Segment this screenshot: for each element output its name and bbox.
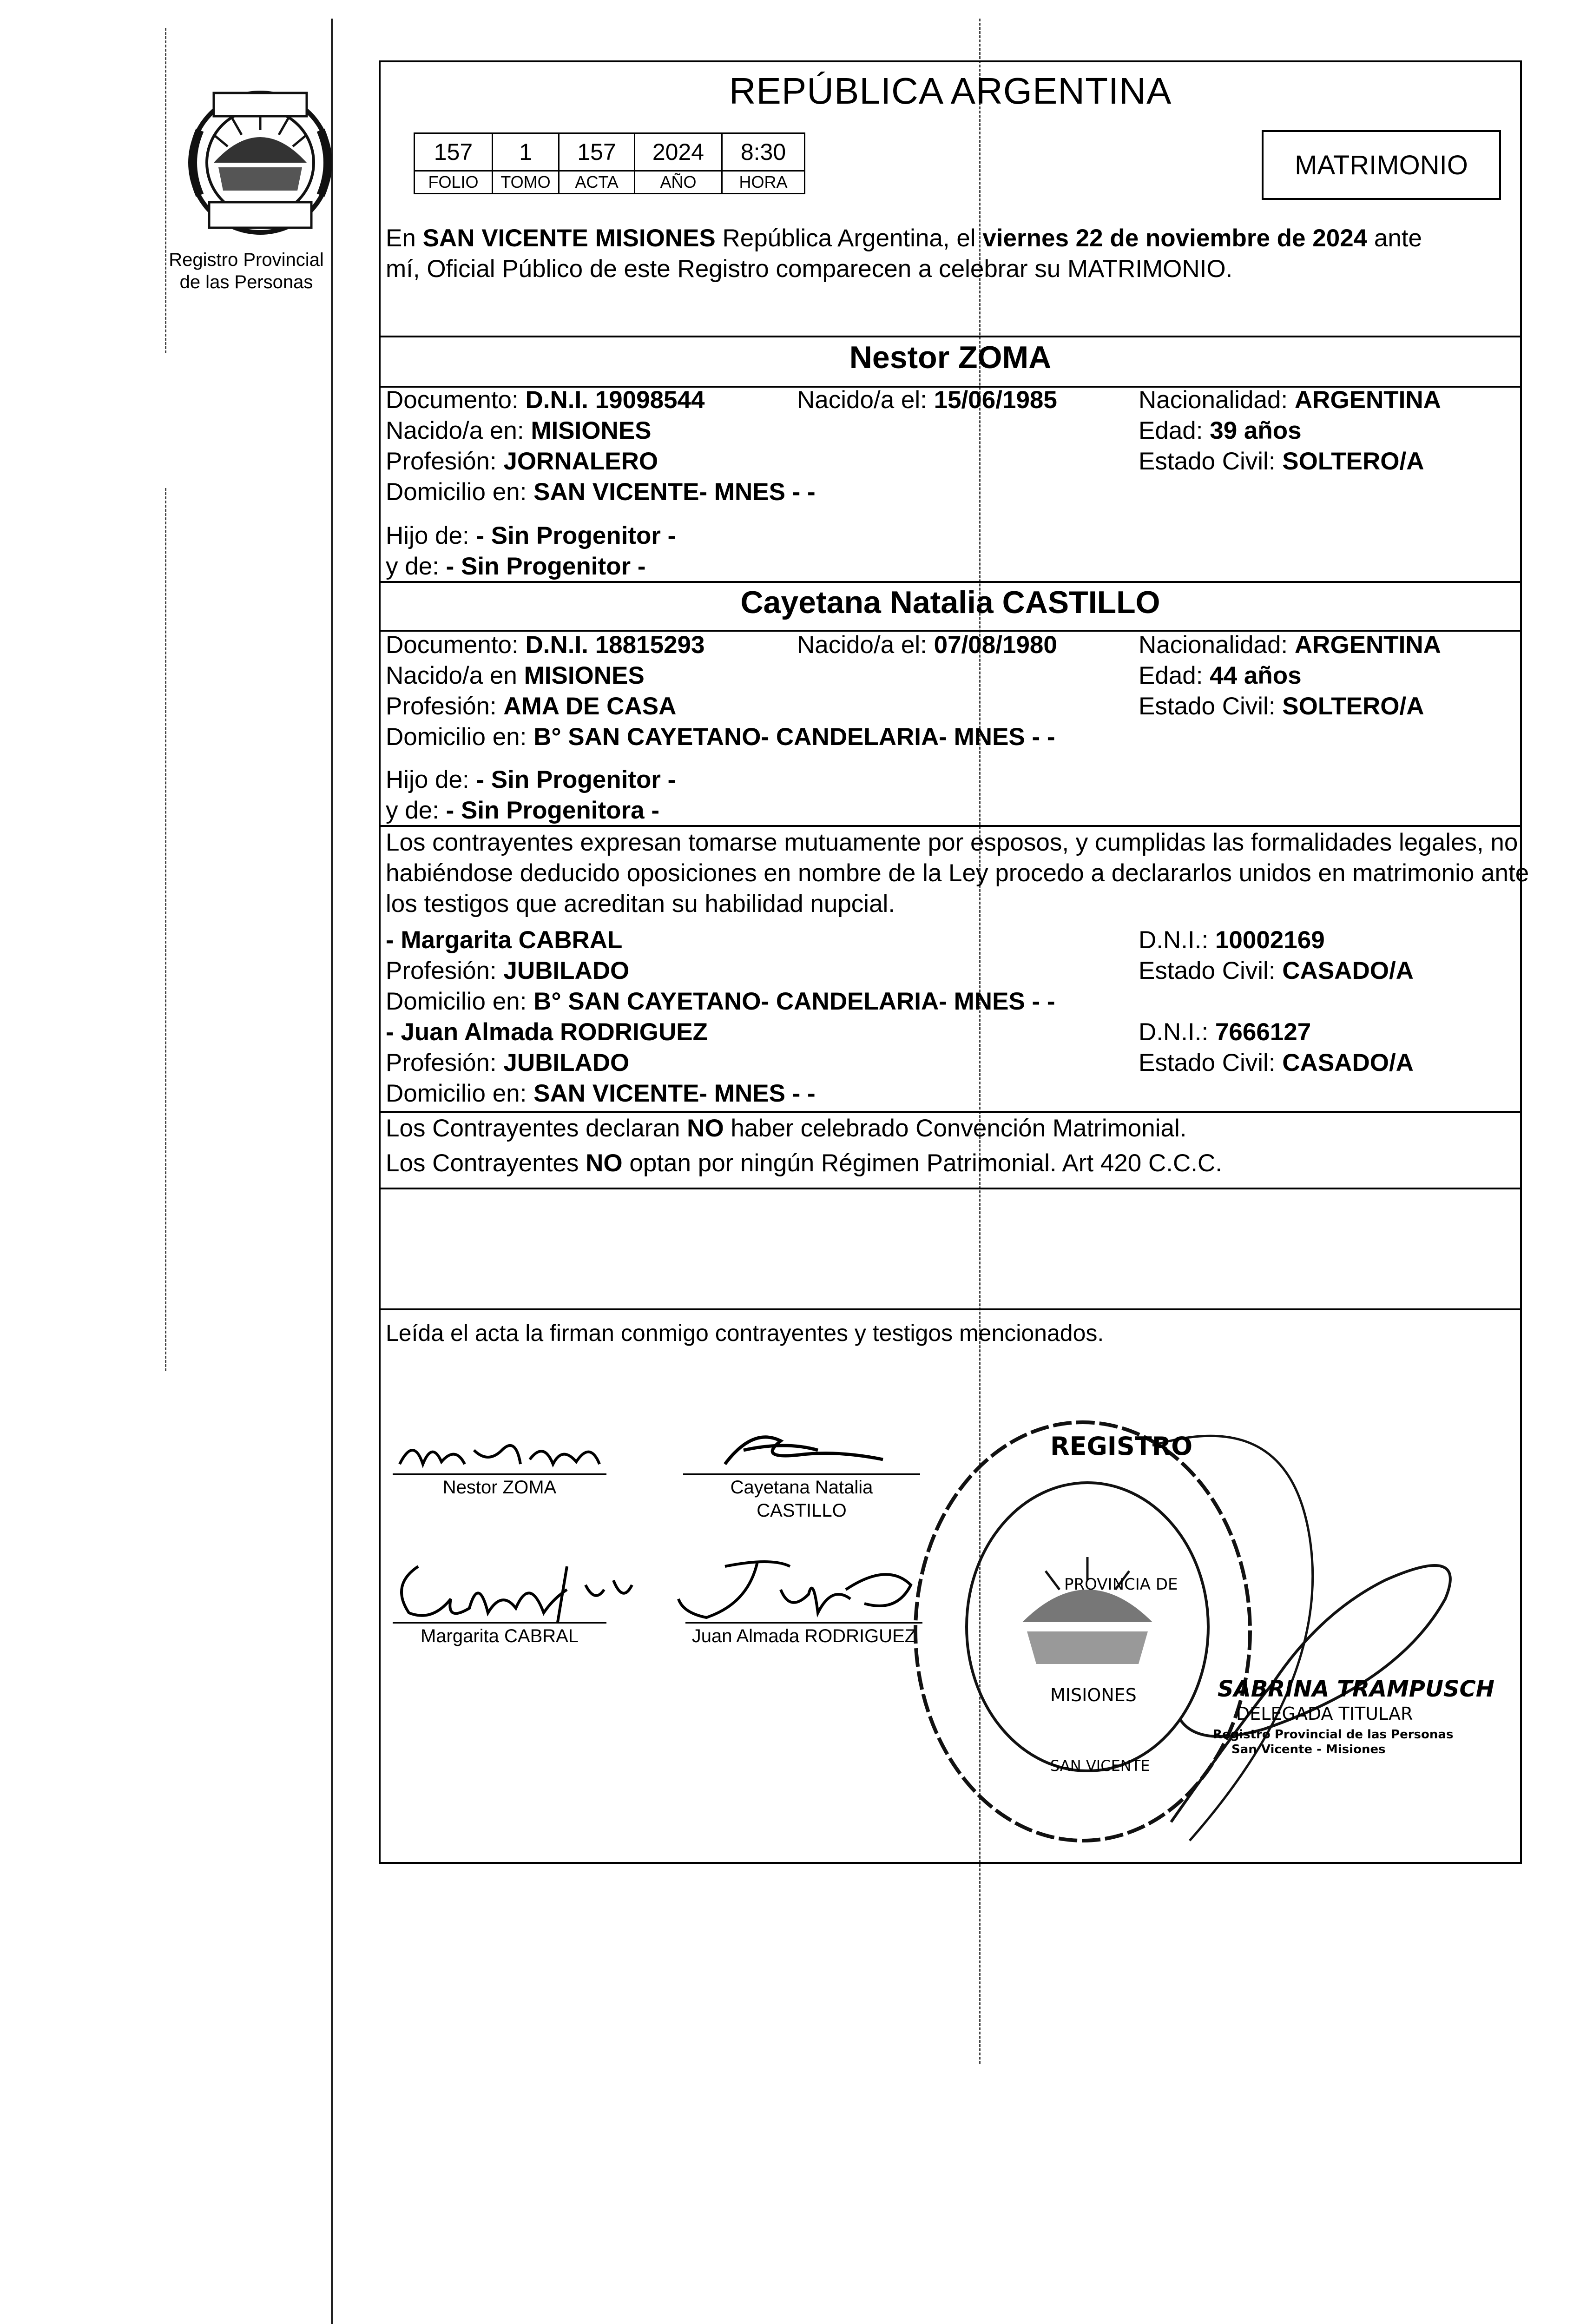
testigo2-domicilio: Domicilio en: SAN VICENTE- MNES - - — [386, 1080, 816, 1107]
signature-margarita — [390, 1548, 651, 1631]
c1-documento: Documento: D.N.I. 19098544 — [386, 386, 705, 414]
reference-table — [414, 132, 805, 194]
seal-inner-bottom: MISIONES — [1050, 1685, 1137, 1705]
seal-outer-text: REGISTRO — [1050, 1432, 1193, 1461]
testigo2-dni: D.N.I.: 7666127 — [1139, 1018, 1311, 1046]
logo-caption-line2: de las Personas — [179, 272, 313, 292]
c1-hijo-de: Hijo de: - Sin Progenitor - — [386, 522, 676, 549]
oficial-name: SABRINA TRAMPUSCH — [1218, 1676, 1494, 1702]
scan-mark — [165, 28, 166, 353]
intro-line1: En SAN VICENTE MISIONES República Argentina, el viernes 22 de noviembre de 2024 ante — [386, 224, 1422, 252]
c2-edad: Edad: 44 años — [1139, 662, 1302, 689]
testigo1-domicilio: Domicilio en: B° SAN CAYETANO- CANDELARIA- MNES - - — [386, 988, 1055, 1015]
document-title: REPÚBLICA ARGENTINA — [729, 70, 1172, 112]
testigo1-name: - Margarita CABRAL — [386, 926, 623, 954]
signature-line — [685, 1622, 922, 1624]
sig4-name: Juan Almada RODRIGUEZ — [691, 1626, 916, 1646]
signature-line — [683, 1473, 920, 1475]
testigo1-dni: D.N.I.: 10002169 — [1139, 926, 1325, 954]
testigo1-profesion: Profesión: JUBILADO — [386, 957, 630, 984]
oficial-lugar: San Vicente - Misiones — [1231, 1743, 1386, 1756]
c2-documento: Documento: D.N.I. 18815293 — [386, 631, 705, 659]
section-divider — [379, 1308, 1522, 1310]
convencion-line1: Los Contrayentes declaran NO haber celebrado Convención Matrimonial. — [386, 1115, 1187, 1142]
c1-edad: Edad: 39 años — [1139, 417, 1302, 444]
signature-nestor — [395, 1432, 627, 1478]
sig2-name-line1: Cayetana Natalia — [730, 1477, 873, 1498]
cierre-text: Leída el acta la firman conmigo contrayentes y testigos mencionados. — [386, 1320, 1104, 1346]
sig3-name: Margarita CABRAL — [420, 1626, 579, 1646]
hour-label: HORA — [722, 171, 805, 194]
folio-value: 157 — [415, 133, 493, 171]
testigo1-estado-civil: Estado Civil: CASADO/A — [1139, 957, 1414, 984]
signature-line — [393, 1473, 606, 1475]
signature-line — [393, 1622, 606, 1624]
declaracion-line3: los testigos que acreditan su habilidad nupcial. — [386, 890, 895, 918]
section-divider — [379, 1111, 1522, 1113]
c2-profesion: Profesión: AMA DE CASA — [386, 693, 677, 720]
section-divider — [379, 1188, 1522, 1189]
acta-value: 157 — [559, 133, 635, 171]
declaracion-line1: Los contrayentes expresan tomarse mutuamente por esposos, y cumplidas las formalidades legales, no — [386, 829, 1518, 856]
hour-value: 8:30 — [722, 133, 805, 171]
c2-y-de: y de: - Sin Progenitora - — [386, 797, 659, 824]
acta-type-box: MATRIMONIO — [1262, 130, 1501, 200]
c1-nacido-el: Nacido/a el: 15/06/1985 — [797, 386, 1057, 414]
intro-line2: mí, Oficial Público de este Registro comparecen a celebrar su MATRIMONIO. — [386, 255, 1233, 283]
testigo2-name: - Juan Almada RODRIGUEZ — [386, 1018, 708, 1046]
contrayente1-name: Nestor ZOMA — [849, 340, 1052, 375]
logo-caption-line1: Registro Provincial — [169, 250, 324, 270]
logo-caption — [139, 249, 353, 293]
c2-estado-civil: Estado Civil: SOLTERO/A — [1139, 693, 1424, 720]
seal-inner-top: PROVINCIA DE — [1064, 1575, 1178, 1594]
c1-nacionalidad: Nacionalidad: ARGENTINA — [1139, 386, 1441, 414]
tomo-value: 1 — [493, 133, 559, 171]
sig1-name: Nestor ZOMA — [442, 1477, 557, 1498]
official-seal-stamp — [911, 1404, 1515, 1859]
c1-domicilio: Domicilio en: SAN VICENTE- MNES - - — [386, 478, 816, 506]
province-seal-logo — [181, 84, 339, 242]
sig2-name — [683, 1476, 920, 1522]
c1-y-de: y de: - Sin Progenitor - — [386, 553, 646, 580]
acta-label: ACTA — [559, 171, 635, 194]
convencion-line2: Los Contrayentes NO optan por ningún Régimen Patrimonial. Art 420 C.C.C. — [386, 1149, 1222, 1177]
year-label: AÑO — [635, 171, 722, 194]
sig2-name-line2: CASTILLO — [757, 1500, 847, 1521]
signature-cayetana — [716, 1422, 892, 1478]
signature-juan — [669, 1548, 929, 1631]
seal-bottom-text: SAN VICENTE — [1050, 1757, 1150, 1775]
scan-mark — [165, 488, 166, 1371]
c2-hijo-de: Hijo de: - Sin Progenitor - — [386, 766, 676, 793]
folio-label: FOLIO — [415, 171, 493, 194]
testigo2-profesion: Profesión: JUBILADO — [386, 1049, 630, 1076]
c1-estado-civil: Estado Civil: SOLTERO/A — [1139, 448, 1424, 475]
c2-nacionalidad: Nacionalidad: ARGENTINA — [1139, 631, 1441, 659]
contrayente2-name: Cayetana Natalia CASTILLO — [740, 585, 1160, 620]
declaracion-line2: habiéndose deducido oposiciones en nombre de la Ley procedo a declararlos unidos en matrimonio ante — [386, 859, 1529, 887]
section-divider — [379, 825, 1522, 827]
tomo-label: TOMO — [493, 171, 559, 194]
c2-domicilio: Domicilio en: B° SAN CAYETANO- CANDELARIA- MNES - - — [386, 723, 1055, 751]
c1-nacido-en: Nacido/a en: MISIONES — [386, 417, 652, 444]
section-divider — [379, 581, 1522, 583]
oficial-org: Registro Provincial de las Personas — [1213, 1728, 1454, 1742]
c2-nacido-el: Nacido/a el: 07/08/1980 — [797, 631, 1057, 659]
c2-nacido-en: Nacido/a en MISIONES — [386, 662, 645, 689]
testigo2-estado-civil: Estado Civil: CASADO/A — [1139, 1049, 1414, 1076]
section-divider — [379, 336, 1522, 337]
oficial-cargo: DELEGADA TITULAR — [1236, 1703, 1413, 1724]
binding-margin-line — [331, 19, 333, 2324]
c1-profesion: Profesión: JORNALERO — [386, 448, 658, 475]
year-value: 2024 — [635, 133, 722, 171]
